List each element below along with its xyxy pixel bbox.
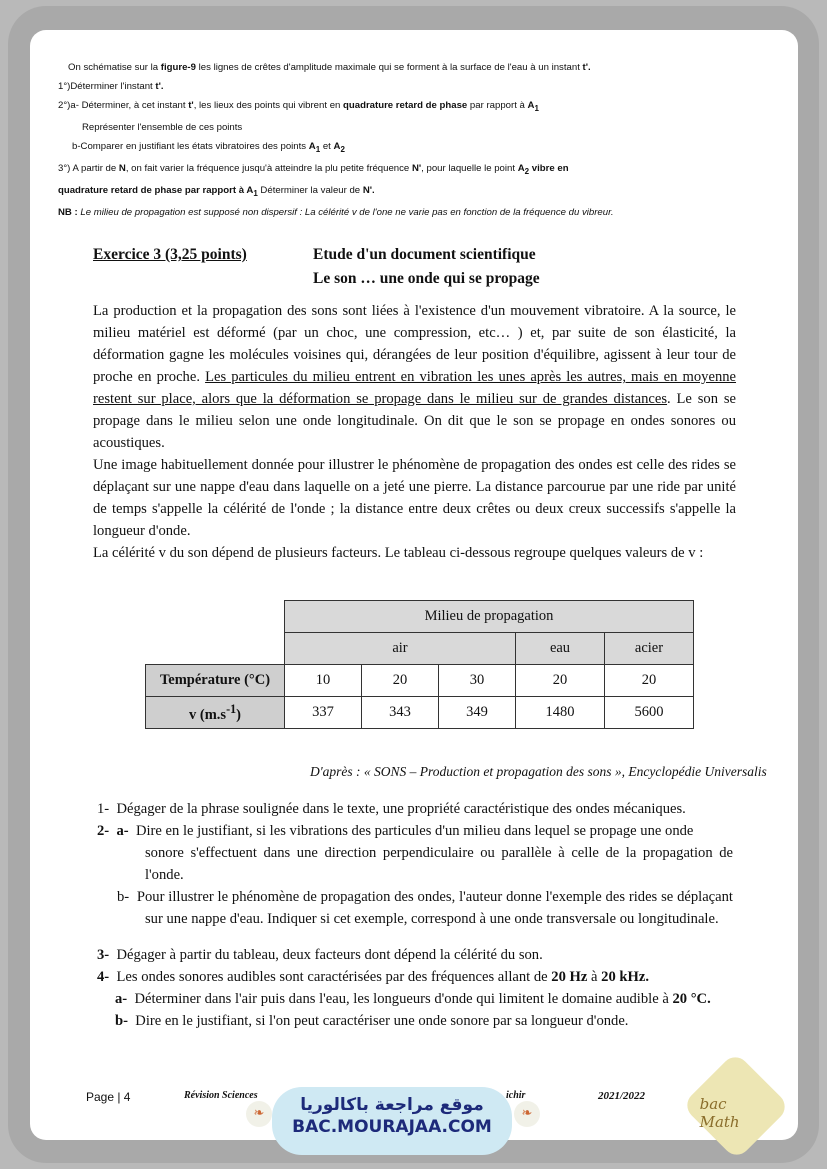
- exercise-title: Exercice 3 (3,25 points): [93, 246, 247, 263]
- nb-note: NB : Le milieu de propagation est supposé non dispersif : La célérité v de l'one ne varie pas en fonction de la fréquence du vibreur.: [58, 206, 614, 218]
- question-2a: 2- a- Dire en le justifiant, si les vibrations des particules d'un milieu dans lequel se propage une onde: [97, 823, 694, 839]
- page-number: Page | 4: [86, 1090, 131, 1104]
- footer-author: ichir: [506, 1090, 526, 1101]
- question-1: 1- Dégager de la phrase soulignée dans le texte, une propriété caractéristique des ondes mécaniques.: [97, 801, 686, 817]
- question-2b: b- Pour illustrer le phénomène de propagation des ondes, l'auteur donne l'exemple des rides se déplaçant sur une nappe d'eau. Indiquer si cet exemple, correspond à une onde transversale ou longitudinale.: [117, 889, 733, 927]
- banner-arabic: موقع مراجعة باكالوريا: [300, 1095, 484, 1115]
- question-1: 1°)Déterminer l'instant t'.: [58, 81, 164, 92]
- question-2b: b-Comparer en justifiant les états vibratoires des points $A_1$ et $A_2$: [72, 140, 345, 154]
- question-3: 3- Dégager à partir du tableau, deux facteurs dont dépend la célérité du son.: [97, 947, 543, 963]
- table-header: Milieu de propagation: [285, 601, 694, 633]
- footer-revision: Révision Sciences: [184, 1090, 258, 1101]
- bac-math-logo: bac Math: [682, 1052, 791, 1161]
- paragraph-3: La célérité v du son dépend de plusieurs facteurs. Le tableau ci-dessous regroupe quelques valeurs de v :: [93, 545, 704, 561]
- question-4: 4- Les ondes sonores audibles sont caractérisées par des fréquences allant de 20 Hz à 20 kHz.: [97, 969, 649, 985]
- leaf-icon: ❧: [246, 1101, 272, 1127]
- medium-steel: acier: [605, 633, 694, 665]
- question-4a: a- Déterminer dans l'air puis dans l'eau, les longueurs d'onde qui limitent le domaine audible à 20 °C.: [115, 991, 711, 1007]
- question-3-cont: quadrature retard de phase par rapport à $A_1$ Déterminer la valeur de N'.: [58, 184, 375, 198]
- question-3: 3°) A partir de N, on fait varier la fréquence jusqu'à atteindre la plu petite fréquence N', pour laquelle le point $A_2$ vibre en: [58, 162, 569, 176]
- row-label-speed: v $(m.s^{-1})$: [146, 697, 285, 729]
- medium-water: eau: [516, 633, 605, 665]
- footer-year: 2021/2022: [598, 1090, 646, 1102]
- medium-air: air: [285, 633, 516, 665]
- table-row: Température (°C) 10 20 30 20 20: [146, 665, 694, 697]
- question-2a: 2°)a- Déterminer, à cet instant t', les lieux des points qui vibrent en quadrature retard de phase par rapport à $A_1$: [58, 100, 539, 113]
- underlined-sentence: Les particules du milieu entrent en vibration les unes après les autres, mais en moyenne restent sur place, alors que la déformation se propage dans le milieu sur de grandes distances: [93, 369, 737, 407]
- banner-url[interactable]: BAC.MOURAJAA.COM: [292, 1117, 492, 1137]
- document-text: [93, 300, 736, 564]
- intro-line: On schématise sur la figure-9 les lignes de crêtes d'amplitude maximale qui se forment à la surface de l'eau à un instant t'.: [68, 62, 591, 73]
- exercise-subtitle-2: Le son … une onde qui se propage: [313, 270, 540, 287]
- source-citation: D'après : « SONS – Production et propagation des sons », Encyclopédie Universalis: [310, 764, 767, 779]
- table-row: v $(m.s^{-1})$ 337 343 349 1480 5600: [146, 697, 694, 729]
- previous-exercise-end: [58, 58, 758, 222]
- paragraph-2: Une image habituellement donnée pour illustrer le phénomène de propagation des ondes est celle des rides se déplaçant sur une nappe d'eau dans laquelle on a jeté une pierre. La distance parcourue par une ride par unité de temps s'appelle la célérité de l'onde ; la distance entre deux crêtes ou deux creux successifs s'appelle la longueur d'onde.: [93, 457, 736, 539]
- speed-table: [145, 600, 694, 729]
- question-2a-cont: sonore s'effectuent dans une direction perpendiculaire ou parallèle à celle de la propagation de l'onde.: [145, 845, 733, 883]
- leaf-icon: ❧: [514, 1101, 540, 1127]
- questions: [97, 798, 733, 1032]
- question-2a-represent: Représenter l'ensemble de ces points: [82, 121, 243, 133]
- exercise-subtitle: Etude d'un document scientifique: [313, 246, 536, 263]
- row-label-temperature: Température (°C): [146, 665, 285, 697]
- paragraph-1: La production et la propagation des sons sont liées à l'existence d'un mouvement vibratoire. A la source, le milieu matériel est déformé (par un choc, une compression, etc… ) et, par suite de son élasticité, la déformation gagne les molécules voisines qui, dérangées de leur position d'équilibre, agissent à leur tour de proche en proche. Les particules du milieu entrent en vibration les unes après les autres, mais en moyenne restent sur place, alors que la déformation se propage dans le milieu sur de grandes distances. Le son se propage dans le milieu selon une onde longitudinale. On dit que le son se propage en ondes sonores ou acoustiques.: [93, 303, 737, 451]
- question-4b: b- Dire en le justifiant, si l'on peut caractériser une onde sonore par sa longueur d'onde.: [115, 1013, 629, 1029]
